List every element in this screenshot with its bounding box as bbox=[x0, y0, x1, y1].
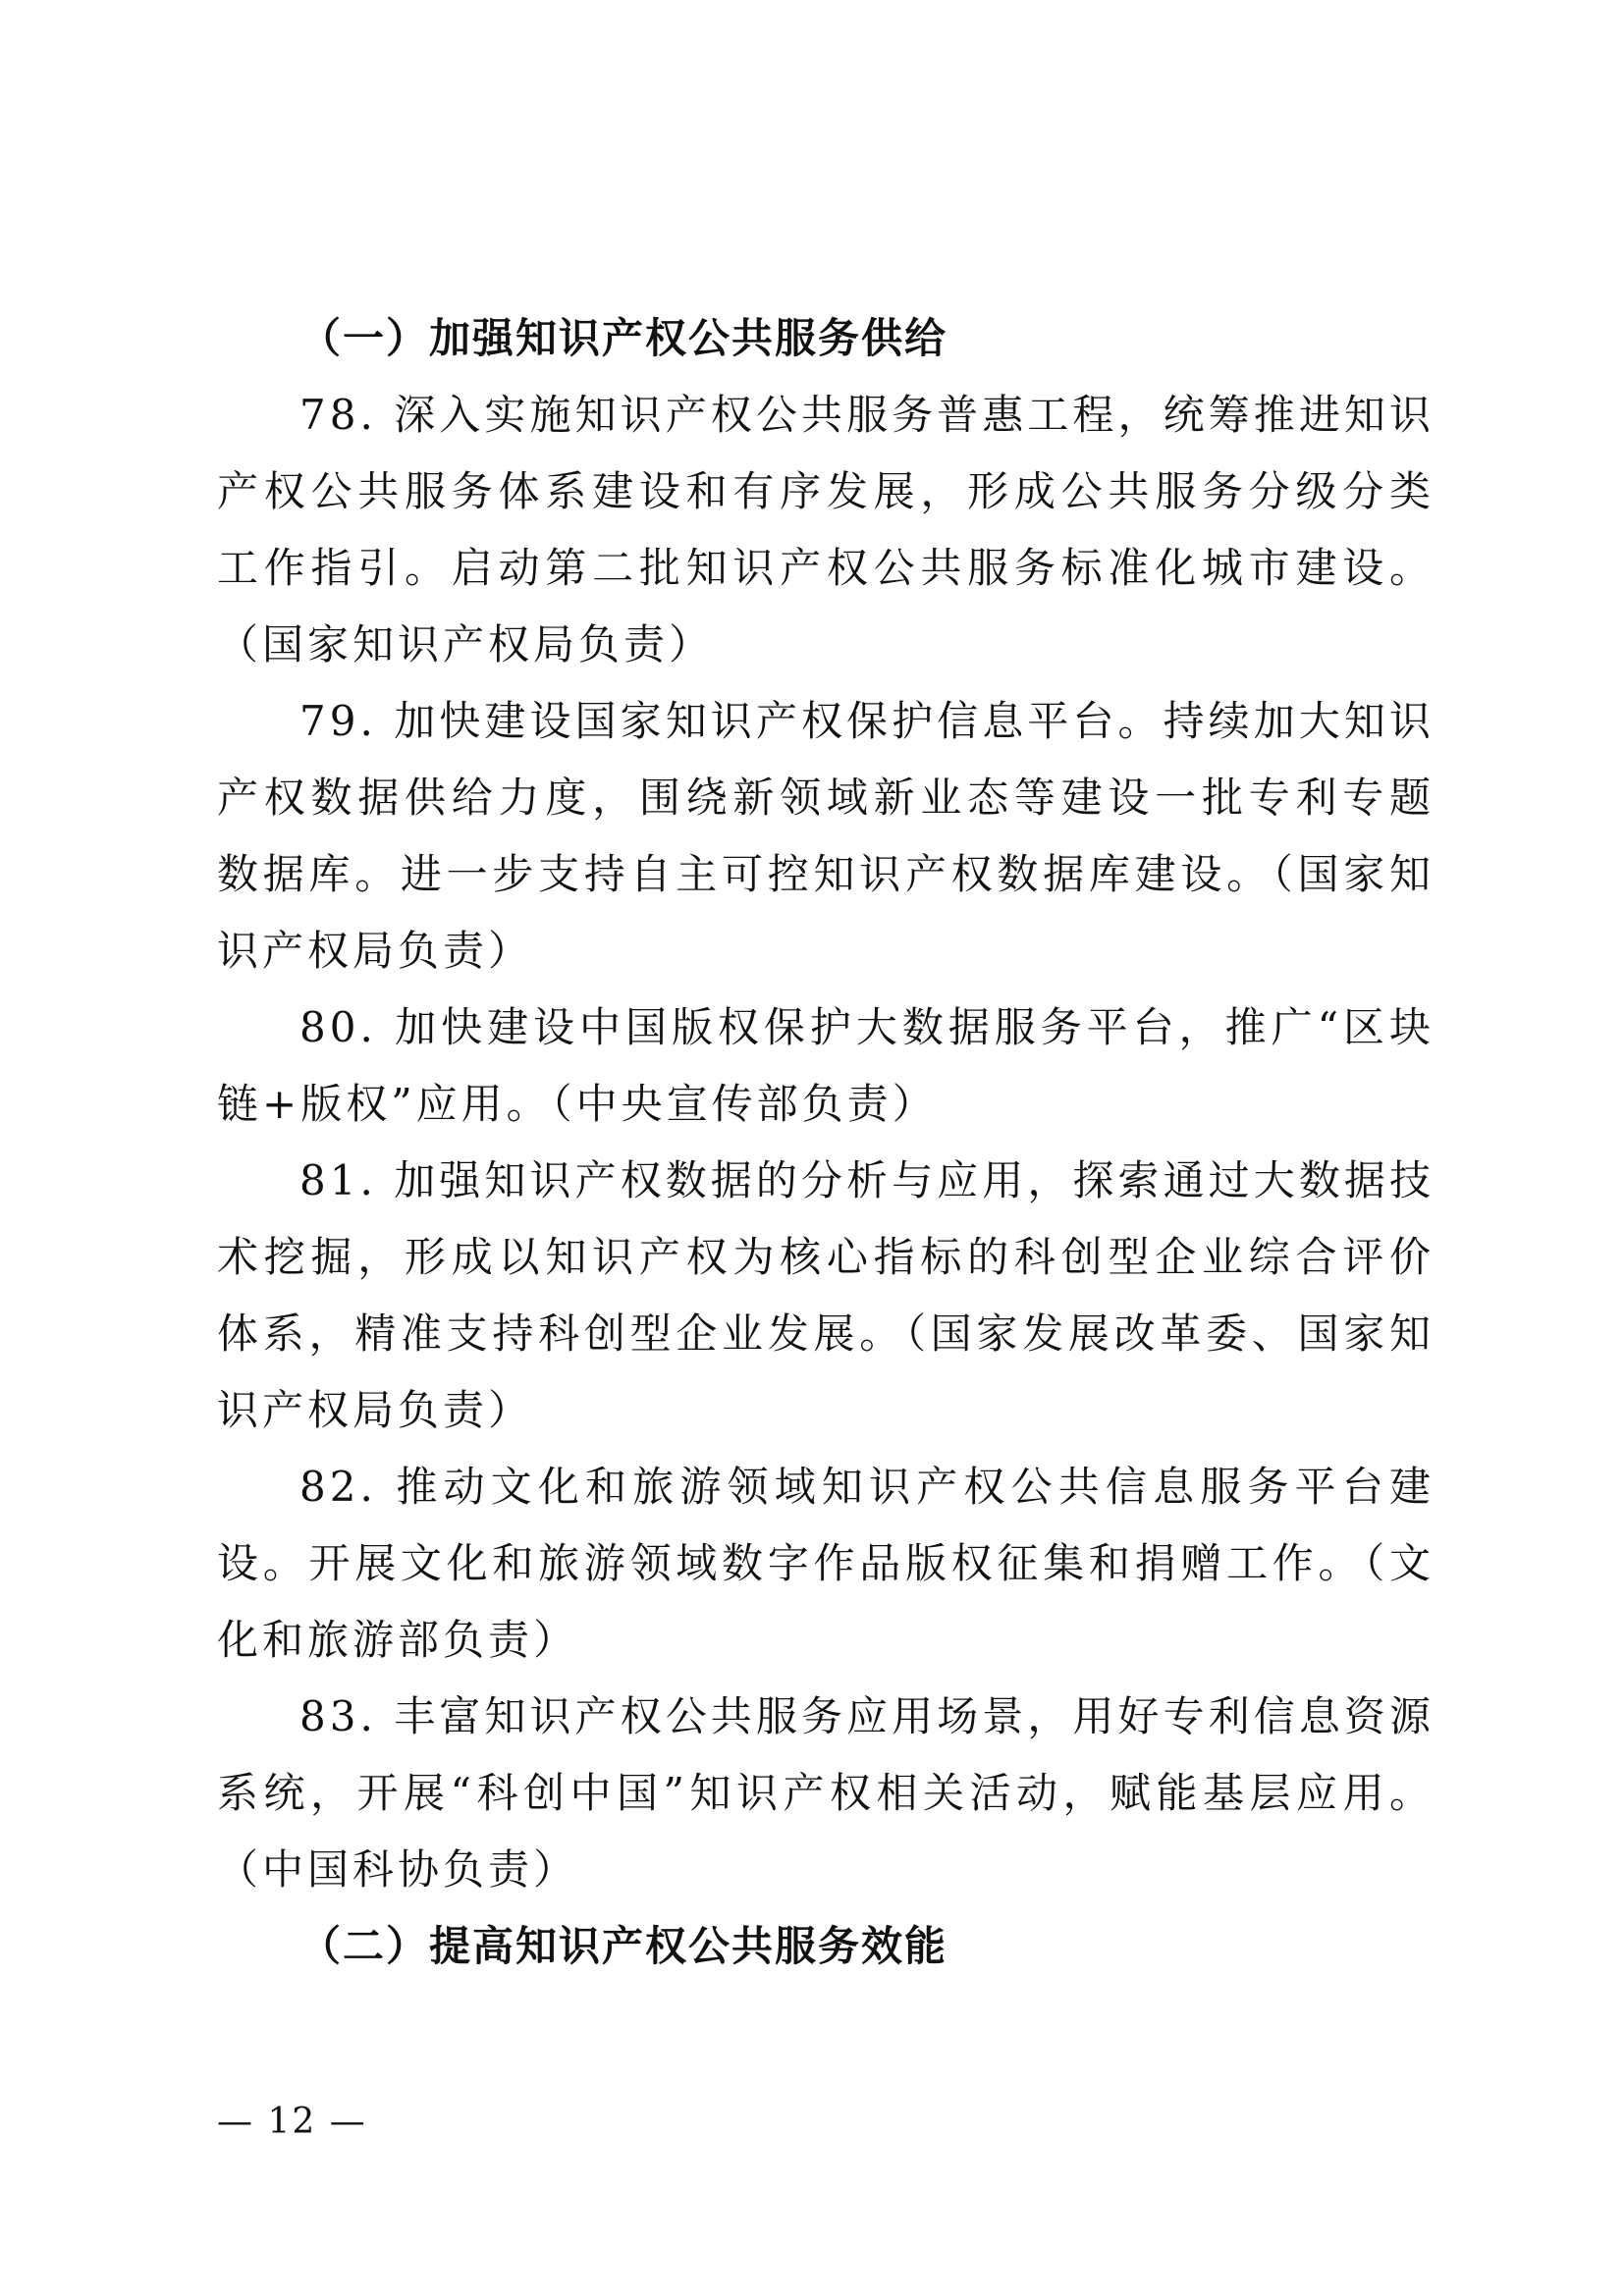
item-78: 78. 深入实施知识产权公共服务普惠工程，统筹推进知识产权公共服务体系建设和有序发展，形成公共服务分级分类工作指引。启动第二批知识产权公共服务标准化城市建设。（国家知识产权局负责） bbox=[217, 391, 1435, 668]
item-82: 82. 推动文化和旅游领域知识产权公共信息服务平台建设。开展文化和旅游领域数字作品版权征集和捐赠工作。（文化和旅游部负责） bbox=[217, 1463, 1435, 1664]
item-80: 80. 加快建设中国版权保护大数据服务平台，推广“区块链+版权”应用。（中央宣传部负责） bbox=[217, 1003, 1435, 1128]
section-heading-2: （二）提高知识产权公共服务效能 bbox=[299, 1922, 948, 1970]
section-heading-1: （一）加强知识产权公共服务供给 bbox=[299, 314, 948, 362]
item-81: 81. 加强知识产权数据的分析与应用，探索通过大数据技术挖掘，形成以知识产权为核心指标的科创型企业综合评价体系，精准支持科创型企业发展。（国家发展改革委、国家知识产权局负责） bbox=[217, 1156, 1435, 1434]
item-83: 83. 丰富知识产权公共服务应用场景，用好专利信息资源系统，开展“科创中国”知识产权相关活动，赋能基层应用。（中国科协负责） bbox=[217, 1692, 1435, 1894]
document-body bbox=[217, 300, 1435, 1985]
page-number: — 12 — bbox=[217, 2102, 367, 2142]
item-79: 79. 加快建设国家知识产权保护信息平台。持续加大知识产权数据供给力度，围绕新领域新业态等建设一批专利专题数据库。进一步支持自主可控知识产权数据库建设。（国家知识产权局负责） bbox=[217, 697, 1435, 975]
